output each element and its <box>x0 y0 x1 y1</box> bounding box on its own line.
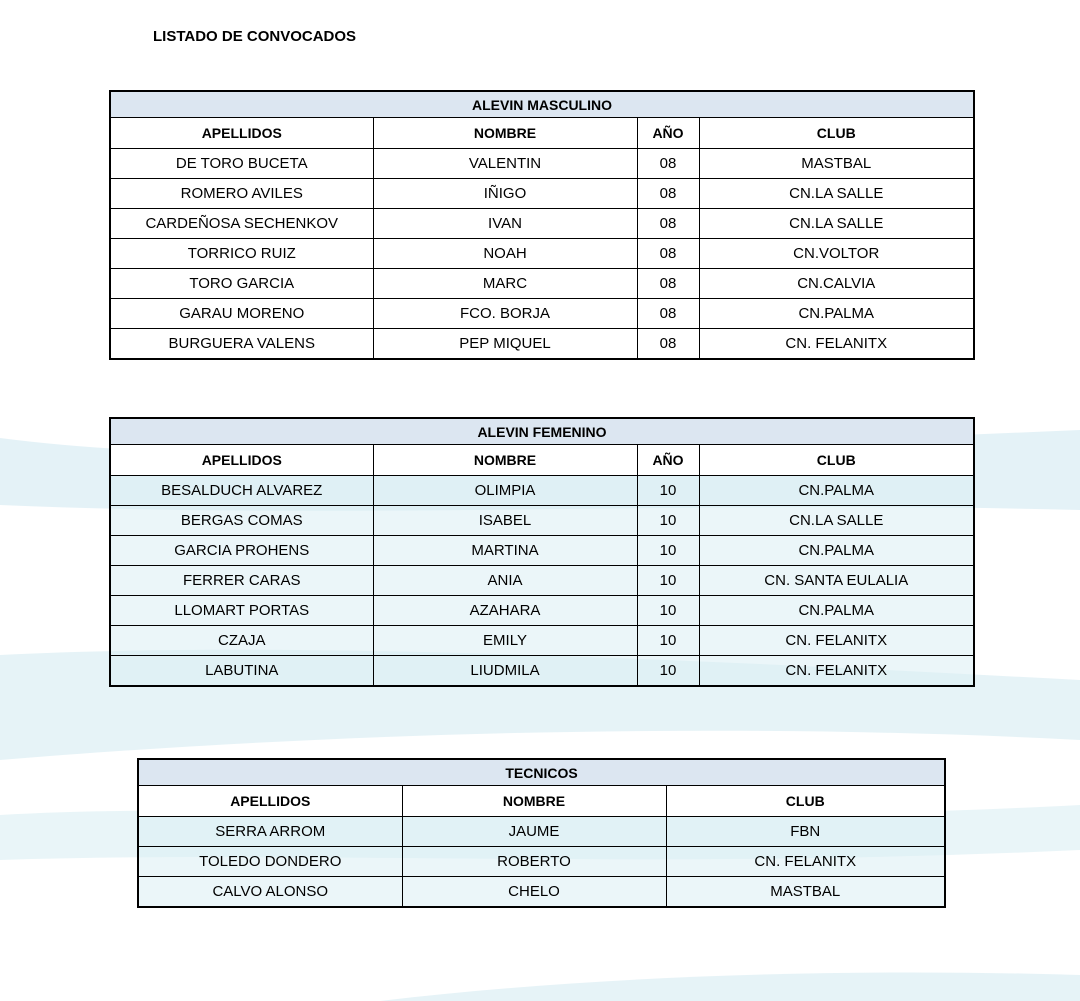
table-row <box>110 299 974 329</box>
cell-nombre: CHELO <box>402 877 666 908</box>
cell-nombre: EMILY <box>373 626 637 656</box>
table-row <box>110 329 974 360</box>
column-header-club: CLUB <box>699 445 974 476</box>
cell-apellidos: CALVO ALONSO <box>138 877 402 908</box>
cell-apellidos: CZAJA <box>110 626 373 656</box>
table-row <box>110 209 974 239</box>
cell-nombre: FCO. BORJA <box>373 299 637 329</box>
cell-club: MASTBAL <box>699 149 974 179</box>
column-header-nombre: NOMBRE <box>402 786 666 817</box>
table-row <box>110 239 974 269</box>
cell-club: CN.PALMA <box>699 476 974 506</box>
cell-club: CN. FELANITX <box>699 329 974 360</box>
cell-apellidos: LLOMART PORTAS <box>110 596 373 626</box>
cell-ano: 10 <box>637 566 699 596</box>
alevin-masculino-table <box>109 90 975 360</box>
cell-ano: 10 <box>637 626 699 656</box>
cell-ano: 08 <box>637 269 699 299</box>
cell-club: FBN <box>666 817 945 847</box>
column-header-club: CLUB <box>666 786 945 817</box>
cell-ano: 10 <box>637 536 699 566</box>
cell-ano: 10 <box>637 476 699 506</box>
table-row <box>110 566 974 596</box>
column-header-nombre: NOMBRE <box>373 118 637 149</box>
cell-ano: 08 <box>637 179 699 209</box>
cell-club: CN.LA SALLE <box>699 179 974 209</box>
cell-apellidos: GARAU MORENO <box>110 299 373 329</box>
wave-shape-4 <box>380 972 1080 1001</box>
cell-ano: 08 <box>637 209 699 239</box>
cell-nombre: VALENTIN <box>373 149 637 179</box>
table-row <box>110 476 974 506</box>
cell-ano: 08 <box>637 149 699 179</box>
cell-club: CN.PALMA <box>699 299 974 329</box>
cell-club: CN.VOLTOR <box>699 239 974 269</box>
table-row <box>110 596 974 626</box>
cell-apellidos: LABUTINA <box>110 656 373 687</box>
cell-ano: 08 <box>637 329 699 360</box>
cell-club: MASTBAL <box>666 877 945 908</box>
column-header-ano: AÑO <box>637 118 699 149</box>
cell-club: CN.CALVIA <box>699 269 974 299</box>
group-title: TECNICOS <box>138 759 945 786</box>
column-header-apellidos: APELLIDOS <box>110 445 373 476</box>
cell-nombre: IÑIGO <box>373 179 637 209</box>
cell-ano: 10 <box>637 596 699 626</box>
table-row <box>138 877 945 908</box>
table-row <box>110 179 974 209</box>
cell-club: CN.PALMA <box>699 536 974 566</box>
table-row <box>110 656 974 687</box>
column-header-club: CLUB <box>699 118 974 149</box>
cell-apellidos: SERRA ARROM <box>138 817 402 847</box>
cell-apellidos: TORRICO RUIZ <box>110 239 373 269</box>
alevin-femenino-table <box>109 417 975 687</box>
cell-nombre: MARTINA <box>373 536 637 566</box>
table-row <box>138 847 945 877</box>
table-row <box>110 269 974 299</box>
cell-nombre: NOAH <box>373 239 637 269</box>
table-row <box>110 536 974 566</box>
table-row <box>110 149 974 179</box>
cell-nombre: ANIA <box>373 566 637 596</box>
cell-ano: 08 <box>637 239 699 269</box>
tecnicos-table <box>137 758 946 908</box>
cell-nombre: IVAN <box>373 209 637 239</box>
group-title: ALEVIN FEMENINO <box>110 418 974 445</box>
table-row <box>110 506 974 536</box>
cell-ano: 08 <box>637 299 699 329</box>
cell-apellidos: BERGAS COMAS <box>110 506 373 536</box>
cell-apellidos: GARCIA PROHENS <box>110 536 373 566</box>
cell-club: CN.LA SALLE <box>699 209 974 239</box>
cell-nombre: AZAHARA <box>373 596 637 626</box>
cell-apellidos: FERRER CARAS <box>110 566 373 596</box>
cell-nombre: ISABEL <box>373 506 637 536</box>
cell-nombre: PEP MIQUEL <box>373 329 637 360</box>
cell-apellidos: ROMERO AVILES <box>110 179 373 209</box>
cell-club: CN.LA SALLE <box>699 506 974 536</box>
cell-club: CN. SANTA EULALIA <box>699 566 974 596</box>
cell-club: CN. FELANITX <box>699 656 974 687</box>
cell-apellidos: BESALDUCH ALVAREZ <box>110 476 373 506</box>
cell-apellidos: BURGUERA VALENS <box>110 329 373 360</box>
page-title: LISTADO DE CONVOCADOS <box>153 28 357 45</box>
cell-nombre: JAUME <box>402 817 666 847</box>
cell-ano: 10 <box>637 656 699 687</box>
cell-club: CN.PALMA <box>699 596 974 626</box>
table-row <box>110 626 974 656</box>
column-header-ano: AÑO <box>637 445 699 476</box>
cell-ano: 10 <box>637 506 699 536</box>
cell-apellidos: CARDEÑOSA SECHENKOV <box>110 209 373 239</box>
group-title: ALEVIN MASCULINO <box>110 91 974 118</box>
cell-nombre: MARC <box>373 269 637 299</box>
cell-club: CN. FELANITX <box>666 847 945 877</box>
cell-apellidos: TORO GARCIA <box>110 269 373 299</box>
column-header-apellidos: APELLIDOS <box>110 118 373 149</box>
cell-apellidos: DE TORO BUCETA <box>110 149 373 179</box>
cell-nombre: OLIMPIA <box>373 476 637 506</box>
column-header-apellidos: APELLIDOS <box>138 786 402 817</box>
cell-nombre: LIUDMILA <box>373 656 637 687</box>
column-header-nombre: NOMBRE <box>373 445 637 476</box>
cell-club: CN. FELANITX <box>699 626 974 656</box>
cell-apellidos: TOLEDO DONDERO <box>138 847 402 877</box>
table-row <box>138 817 945 847</box>
cell-nombre: ROBERTO <box>402 847 666 877</box>
